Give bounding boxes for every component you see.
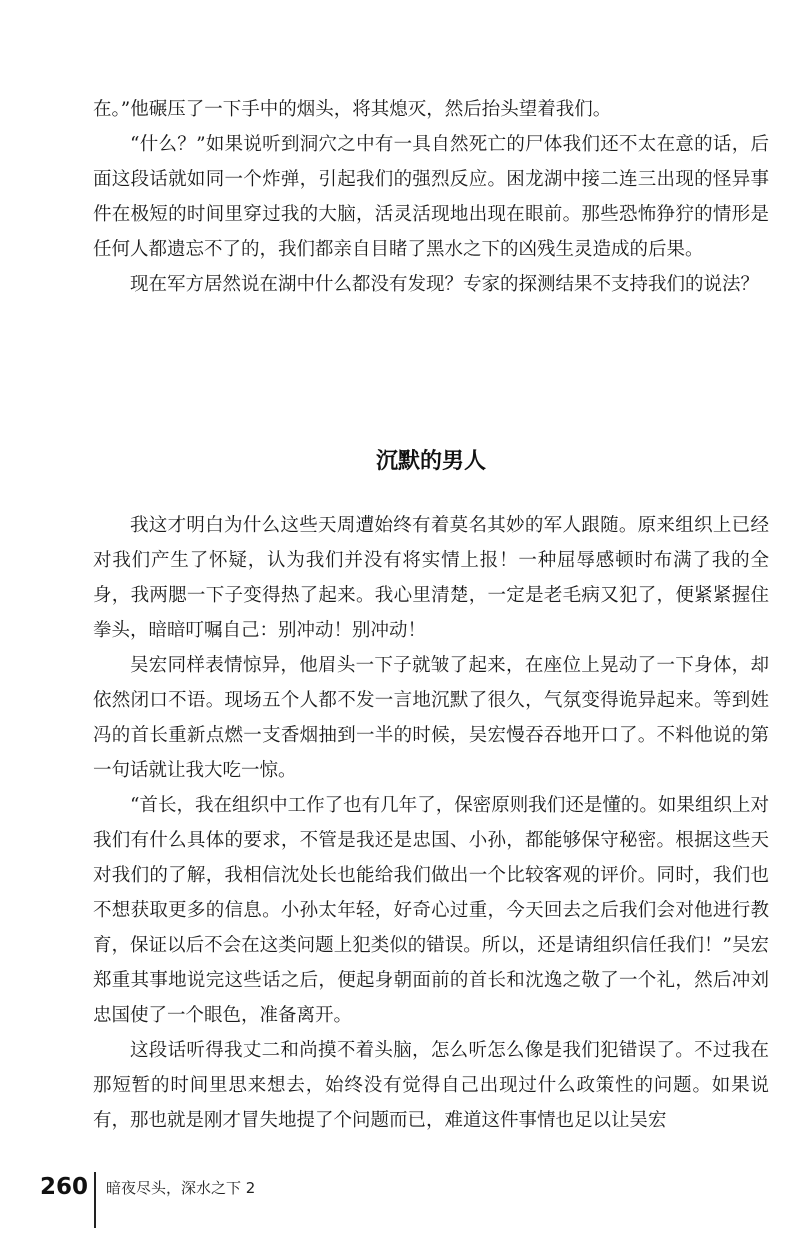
- footer-divider: [94, 1172, 96, 1228]
- page-footer: [40, 1172, 440, 1228]
- paragraph: 我这才明白为什么这些天周遭始终有着莫名其妙的军人跟随。原来组织上已经对我们产生了怀疑，认为我们并没有将实情上报！一种屈辱感顿时布满了我的全身，我两腮一下子变得热了起来。我心里清楚，一定是老毛病又犯了，便紧紧握住拳头，暗暗叮嘱自己：别冲动！别冲动！: [93, 515, 769, 641]
- paragraph-continued: 在。”他碾压了一下手中的烟头，将其熄灭，然后抬头望着我们。: [93, 99, 612, 120]
- top-text-block: [93, 92, 769, 302]
- section-title: 沉默的男人: [375, 449, 486, 474]
- running-book-title: 暗夜尽头，深水之下 2: [106, 1179, 256, 1197]
- paragraph: “什么？”如果说听到洞穴之中有一具自然死亡的尸体我们还不太在意的话，后面这段话就如同一个炸弹，引起我们的强烈反应。困龙湖中接二连三出现的怪异事件在极短的时间里穿过我的大脑，活灵活现地出现在眼前。那些恐怖狰狞的情形是任何人都遗忘不了的，我们都亲自目睹了黑水之下的凶残生灵造成的后果。: [93, 134, 769, 260]
- paragraph: 这段话听得我丈二和尚摸不着头脑，怎么听怎么像是我们犯错误了。不过我在那短暂的时间里思来想去，始终没有觉得自己出现过什么政策性的问题。如果说有，那也就是刚才冒失地提了个问题而已，难道这件事情也足以让吴宏: [93, 1040, 769, 1131]
- paragraph: 吴宏同样表情惊异，他眉头一下子就皱了起来，在座位上晃动了一下身体，却依然闭口不语。现场五个人都不发一言地沉默了很久，气氛变得诡异起来。等到姓冯的首长重新点燃一支香烟抽到一半的时候，吴宏慢吞吞地开口了。不料他说的第一句话就让我大吃一惊。: [93, 655, 769, 781]
- section-text-block: [93, 508, 769, 1138]
- page-number: 260: [40, 1174, 89, 1200]
- paragraph: 现在军方居然说在湖中什么都没有发现？专家的探测结果不支持我们的说法？: [130, 274, 760, 295]
- paragraph: “首长，我在组织中工作了也有几年了，保密原则我们还是懂的。如果组织上对我们有什么具体的要求，不管是我还是忠国、小孙，都能够保守秘密。根据这些天对我们的了解，我相信沈处长也能给我们做出一个比较客观的评价。同时，我们也不想获取更多的信息。小孙太年轻，好奇心过重，今天回去之后我们会对他进行教育，保证以后不会在这类问题上犯类似的错误。所以，还是请组织信任我们！”吴宏郑重其事地说完这些话之后，便起身朝面前的首长和沈逸之敬了一个礼，然后冲刘忠国使了一个眼色，准备离开。: [93, 795, 769, 1026]
